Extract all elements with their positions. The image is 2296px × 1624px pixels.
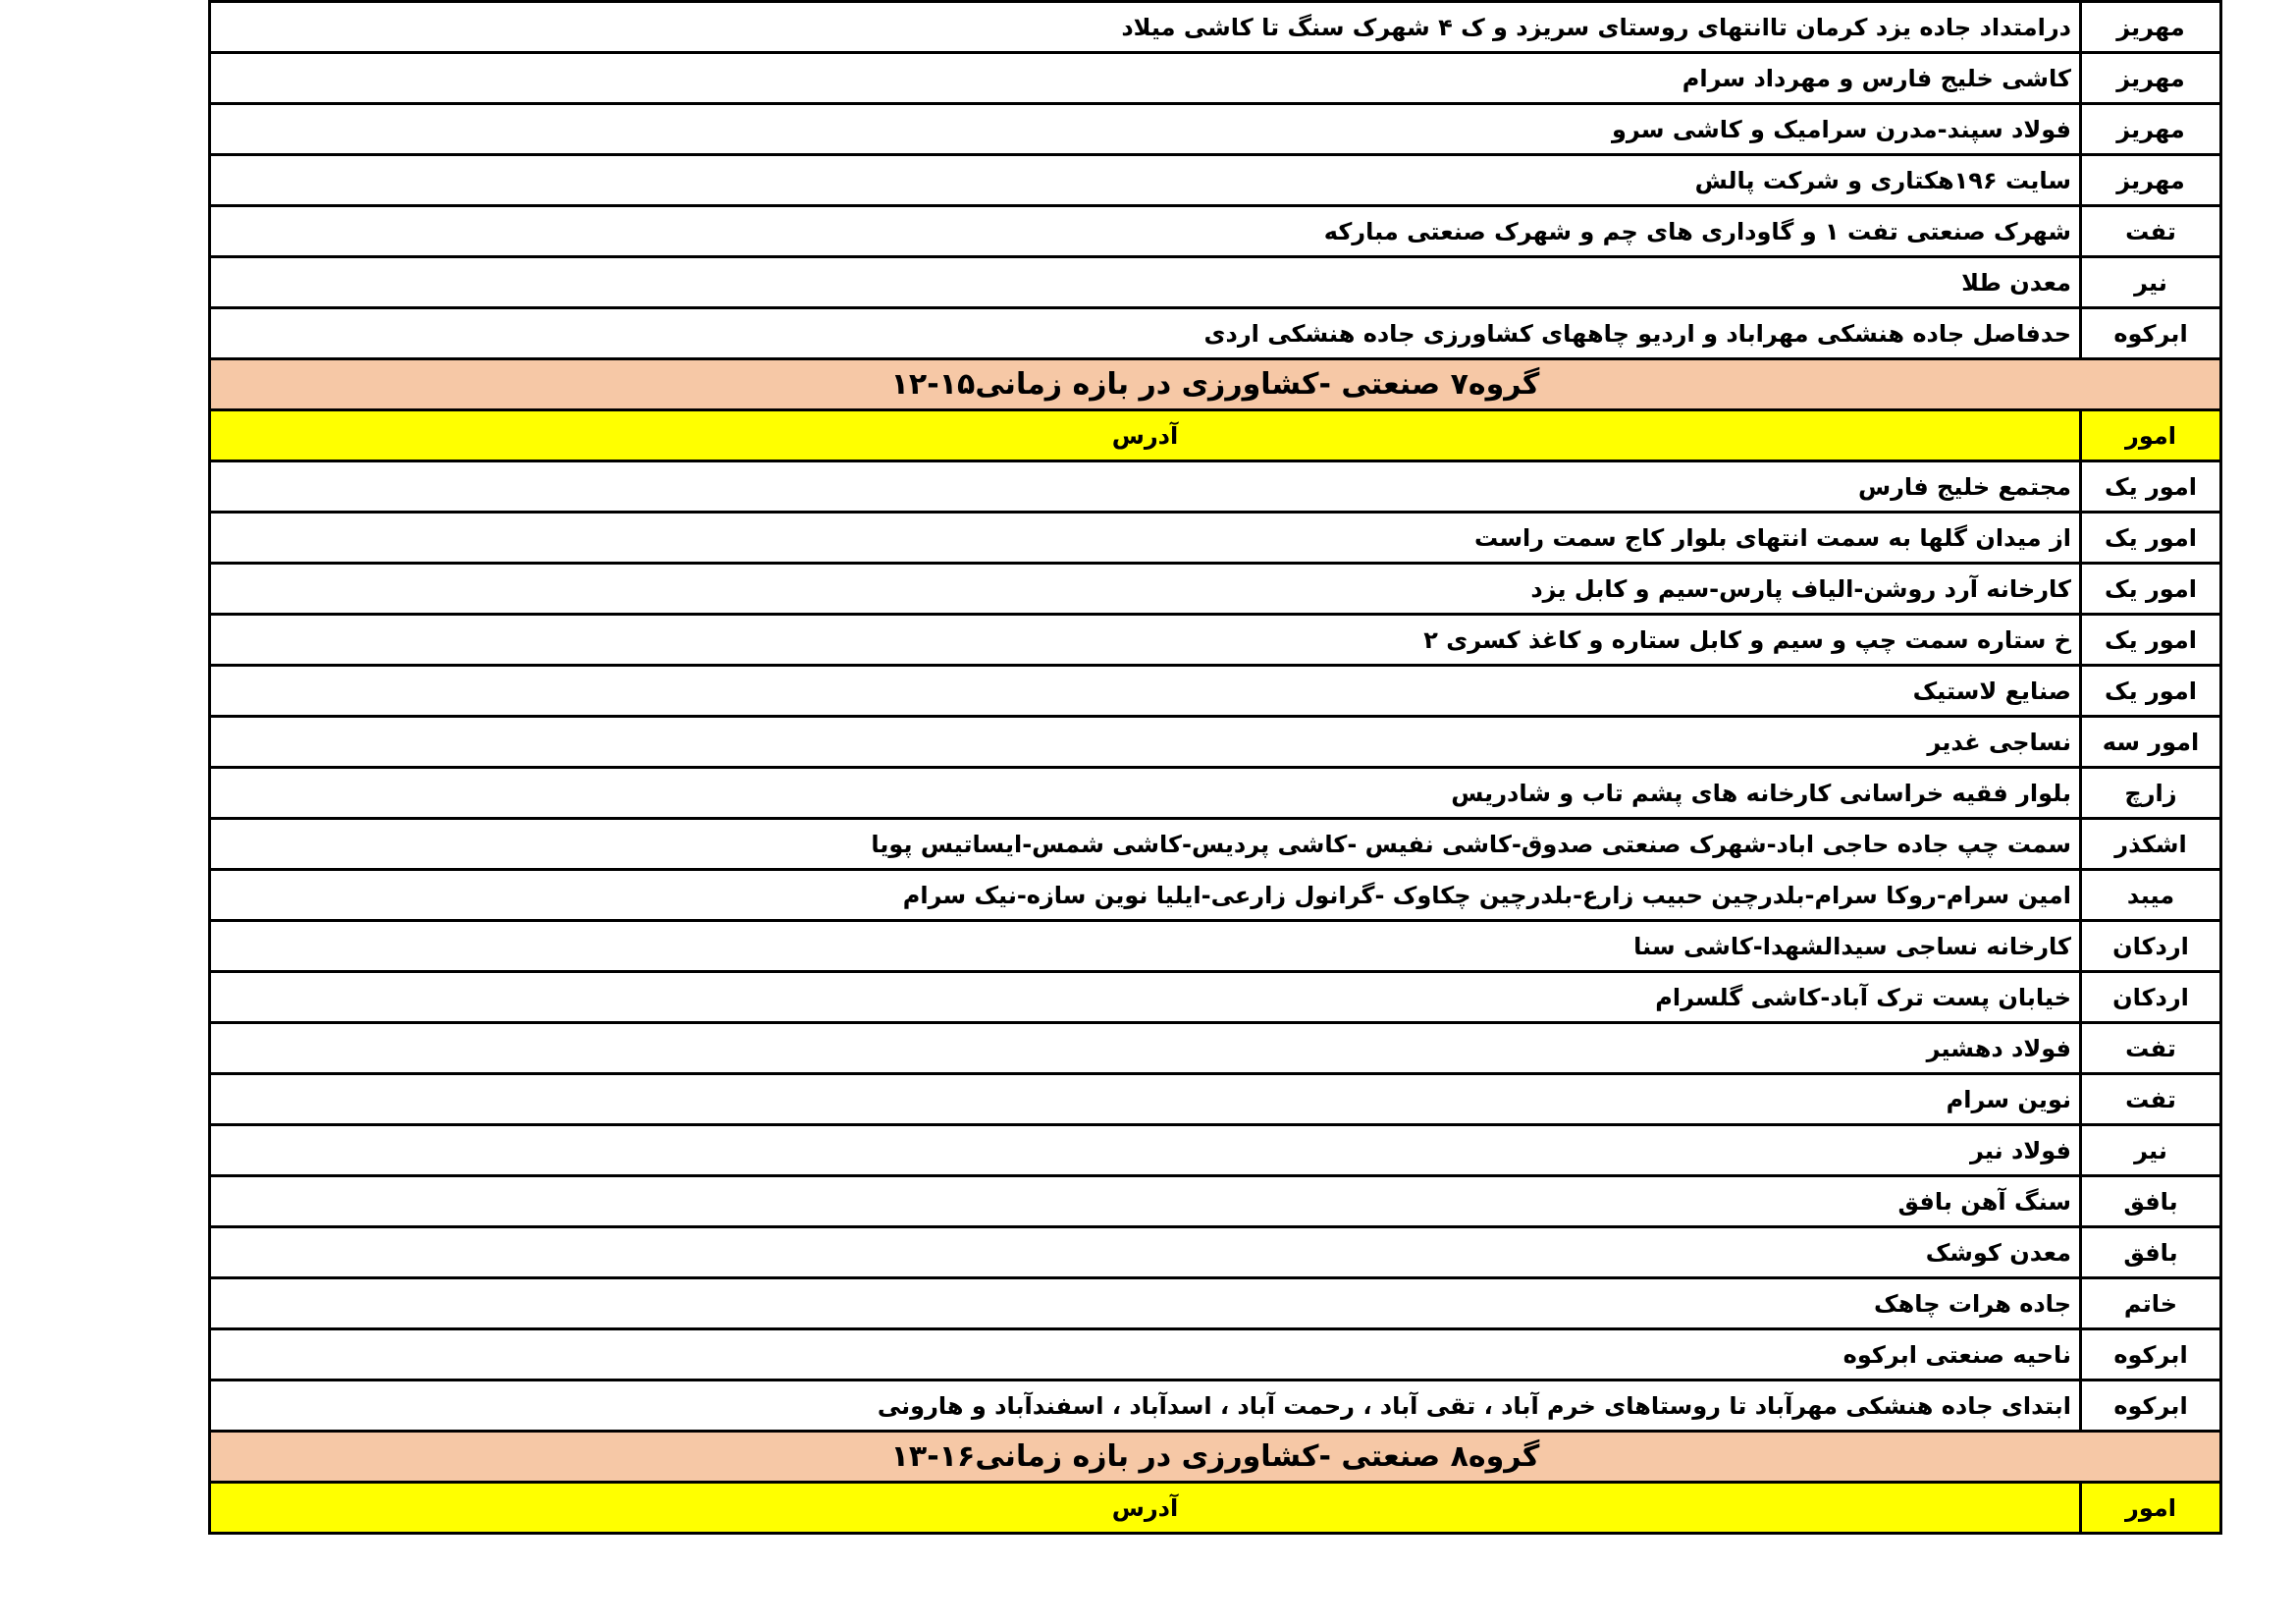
table-row	[210, 513, 2221, 564]
table-row	[210, 819, 2221, 870]
address-column-header: آدرس	[210, 410, 2081, 461]
group-title-row	[210, 359, 2221, 410]
table-row	[210, 921, 2221, 972]
table-row	[210, 2, 2221, 53]
unit-cell: ابرکوه	[2081, 1329, 2221, 1380]
table-row	[210, 870, 2221, 921]
table-row	[210, 206, 2221, 257]
table-row	[210, 564, 2221, 615]
unit-cell: نیر	[2081, 257, 2221, 308]
address-cell: بلوار فقیه خراسانی کارخانه های پشم تاب و شادریس	[210, 768, 2081, 819]
address-cell: جاده هرات چاهک	[210, 1278, 2081, 1329]
table-row	[210, 461, 2221, 513]
unit-cell: مهریز	[2081, 155, 2221, 206]
table-row	[210, 155, 2221, 206]
column-header-row	[210, 410, 2221, 461]
table-row	[210, 768, 2221, 819]
table-row	[210, 615, 2221, 666]
unit-cell: امور یک	[2081, 513, 2221, 564]
table-row	[210, 1074, 2221, 1125]
address-cell: سایت ۱۹۶هکتاری و شرکت پالش	[210, 155, 2081, 206]
address-cell: خ ستاره سمت چپ و سیم و کابل ستاره و کاغذ کسری ۲	[210, 615, 2081, 666]
table-row	[210, 1125, 2221, 1176]
unit-cell: تفت	[2081, 206, 2221, 257]
unit-cell: بافق	[2081, 1227, 2221, 1278]
address-cell: سمت چپ جاده حاجی اباد-شهرک صنعتی صدوق-کاشی نفیس -کاشی پردیس-کاشی شمس-ایساتیس پویا	[210, 819, 2081, 870]
unit-cell: تفت	[2081, 1023, 2221, 1074]
unit-cell: خاتم	[2081, 1278, 2221, 1329]
unit-cell: مهریز	[2081, 2, 2221, 53]
address-cell: نوین سرام	[210, 1074, 2081, 1125]
group-title: گروه۸ صنعتی -کشاورزی در بازه زمانی۱۶-۱۳	[210, 1432, 2221, 1483]
schedule-table-body	[210, 2, 2221, 1534]
address-cell: معدن طلا	[210, 257, 2081, 308]
table-row	[210, 1227, 2221, 1278]
table-row	[210, 1278, 2221, 1329]
address-cell: فولاد نیر	[210, 1125, 2081, 1176]
unit-cell: زارچ	[2081, 768, 2221, 819]
unit-cell: امور یک	[2081, 564, 2221, 615]
unit-cell: امور یک	[2081, 666, 2221, 717]
unit-cell: بافق	[2081, 1176, 2221, 1227]
group-title: گروه۷ صنعتی -کشاورزی در بازه زمانی۱۵-۱۲	[210, 359, 2221, 410]
table-row	[210, 972, 2221, 1023]
address-cell: صنایع لاستیک	[210, 666, 2081, 717]
table-row	[210, 1329, 2221, 1380]
unit-cell: اشکذر	[2081, 819, 2221, 870]
table-row	[210, 666, 2221, 717]
address-cell: فولاد سپند-مدرن سرامیک و کاشی سرو	[210, 104, 2081, 155]
unit-cell: ابرکوه	[2081, 1380, 2221, 1432]
unit-cell: مهریز	[2081, 104, 2221, 155]
address-cell: شهرک صنعتی تفت ۱ و گاوداری های چم و شهرک صنعتی مبارکه	[210, 206, 2081, 257]
unit-cell: اردکان	[2081, 972, 2221, 1023]
unit-cell: امور سه	[2081, 717, 2221, 768]
address-cell: از میدان گلها به سمت انتهای بلوار کاج سمت راست	[210, 513, 2081, 564]
unit-column-header: امور	[2081, 410, 2221, 461]
table-row	[210, 308, 2221, 359]
table-row	[210, 257, 2221, 308]
unit-cell: امور یک	[2081, 615, 2221, 666]
address-cell: کارخانه آرد روشن-الیاف پارس-سیم و کابل یزد	[210, 564, 2081, 615]
table-row	[210, 1380, 2221, 1432]
address-cell: ابتدای جاده هنشکی مهرآباد تا روستاهای خرم آباد ، تقی آباد ، رحمت آباد ، اسدآباد ، اسفندآباد و هارونی	[210, 1380, 2081, 1432]
unit-cell: نیر	[2081, 1125, 2221, 1176]
address-cell: سنگ آهن بافق	[210, 1176, 2081, 1227]
table-row	[210, 53, 2221, 104]
table-row	[210, 1023, 2221, 1074]
unit-cell: مهریز	[2081, 53, 2221, 104]
unit-cell: اردکان	[2081, 921, 2221, 972]
address-cell: معدن کوشک	[210, 1227, 2081, 1278]
column-header-row	[210, 1483, 2221, 1534]
group-title-row	[210, 1432, 2221, 1483]
address-cell: نساجی غدیر	[210, 717, 2081, 768]
address-cell: درامتداد جاده یزد کرمان تاانتهای روستای سریزد و ک ۴ شهرک سنگ تا کاشی میلاد	[210, 2, 2081, 53]
unit-cell: ابرکوه	[2081, 308, 2221, 359]
unit-cell: میبد	[2081, 870, 2221, 921]
unit-cell: تفت	[2081, 1074, 2221, 1125]
address-column-header: آدرس	[210, 1483, 2081, 1534]
address-cell: ناحیه صنعتی ابرکوه	[210, 1329, 2081, 1380]
table-row	[210, 717, 2221, 768]
address-cell: امین سرام-روکا سرام-بلدرچین حبیب زارع-بلدرچین چکاوک -گرانول زارعی-ایلیا نوین سازه-نیک سرام	[210, 870, 2081, 921]
unit-cell: امور یک	[2081, 461, 2221, 513]
address-cell: مجتمع خلیج فارس	[210, 461, 2081, 513]
table-row	[210, 104, 2221, 155]
address-cell: خیابان پست ترک آباد-کاشی گلسرام	[210, 972, 2081, 1023]
address-cell: کاشی خلیج فارس و مهرداد سرام	[210, 53, 2081, 104]
unit-column-header: امور	[2081, 1483, 2221, 1534]
address-cell: فولاد دهشیر	[210, 1023, 2081, 1074]
table-row	[210, 1176, 2221, 1227]
schedule-table	[208, 0, 2222, 1535]
address-cell: کارخانه نساجی سیدالشهدا-کاشی سنا	[210, 921, 2081, 972]
address-cell: حدفاصل جاده هنشکی مهراباد و اردیو چاههای کشاورزی جاده هنشکی اردی	[210, 308, 2081, 359]
